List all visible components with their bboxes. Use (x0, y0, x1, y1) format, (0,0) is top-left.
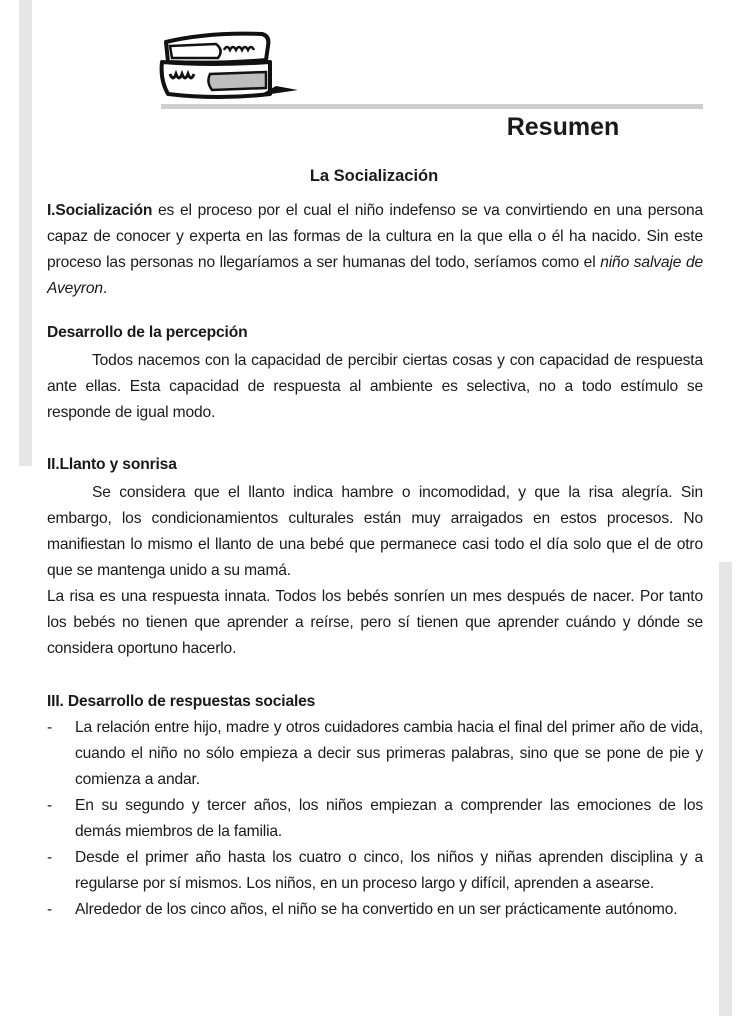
list-item-text: Desde el primer año hasta los cuatro o cinco, los niños y niñas aprenden disciplina y a regularse por sí mismos. Los niños, en un proceso largo y difícil, aprenden a asearse. (75, 849, 703, 892)
paragraph (47, 198, 703, 302)
right-margin-bar (719, 562, 732, 1016)
list-item (47, 897, 703, 923)
paragraph: Todos nacemos con la capacidad de percibir ciertas cosas y con capacidad de respuesta ante ellas. Esta capacidad de respuesta al ambiente es selectiva, no a todo estímulo se responde de igual modo. (47, 352, 703, 421)
term-bold: I.Socialización (47, 202, 153, 219)
bullet-dash: - (47, 901, 53, 918)
bullet-dash: - (47, 797, 53, 814)
paragraph-text: es el proceso por el cual el niño indefenso se va convirtiendo en una persona capaz de conocer y experta en las formas de la cultura en la que ella o él ha nacido. Sin este proceso las personas no llegaríamos a ser humanas del todo, seríamos como el (47, 202, 703, 271)
paragraph: La risa es una respuesta innata. Todos los bebés sonríen un mes después de nacer. Por tanto los bebés no tienen que aprender a reírse, pero sí tienen que aprender cuándo y dónde se considera oportuno hacerlo. (47, 588, 703, 657)
list-item-text: Alrededor de los cinco años, el niño se ha convertido en un ser prácticamente autónomo. (75, 901, 678, 918)
list-item (47, 845, 703, 897)
bullet-dash: - (47, 719, 53, 736)
bullet-dash: - (47, 849, 53, 866)
italic-reference: niño salvaje de Aveyron (47, 254, 703, 297)
heading-llanto: II.Llanto y sonrisa (47, 456, 177, 473)
list-item (47, 793, 703, 845)
subtitle-text: La Socialización (309, 167, 439, 185)
header-rule (161, 104, 703, 109)
page-title (161, 112, 703, 142)
list-item-text: En su segundo y tercer años, los niños empiezan a comprender las emociones de los demás miembros de la familia. (75, 797, 703, 840)
paragraph-end: . (102, 280, 108, 297)
list-item-text: La relación entre hijo, madre y otros cuidadores cambia hacia el final del primer año de vida, cuando el niño no sólo empieza a decir sus primeras palabras, sino que se pone de pie y comienza a andar. (75, 719, 703, 788)
section-socializacion (47, 198, 703, 302)
left-margin-bar (19, 0, 32, 466)
section-percepcion (47, 348, 703, 426)
heading-respuestas-sociales: III. Desarrollo de respuestas sociales (47, 693, 316, 710)
list-item (47, 715, 703, 793)
books-icon (158, 24, 303, 104)
section-llanto (47, 480, 703, 662)
paragraph: Se considera que el llanto indica hambre o incomodidad, y que la risa alegría. Sin embargo, los condicionamientos culturales están muy arraigados en estos procesos. No manifiestan lo mismo el llanto de una bebé que permanece casi todo el día solo que el de otro que se mantenga unido a su mamá. (47, 484, 703, 579)
heading-percepcion: Desarrollo de la percepción (47, 324, 248, 341)
page-subtitle (0, 165, 742, 187)
bullet-list (47, 715, 703, 923)
title-text: Resumen (506, 113, 620, 141)
